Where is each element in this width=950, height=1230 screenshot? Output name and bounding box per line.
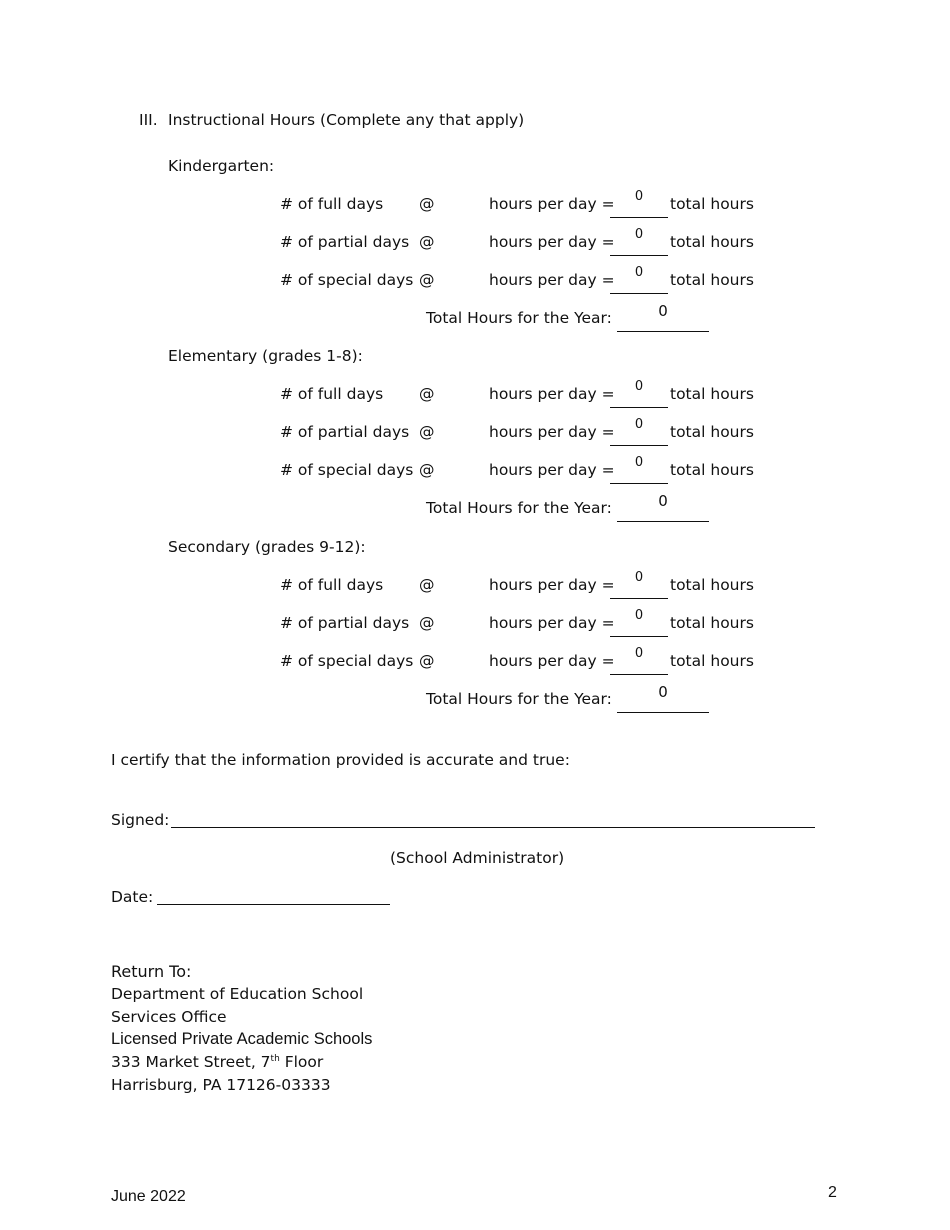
kindergarten-special-days-row <box>0 265 950 295</box>
total-hours-value: 0 <box>634 455 644 470</box>
total-hours-field[interactable] <box>610 646 668 675</box>
elementary-heading: Elementary (grades 1-8): <box>168 347 363 365</box>
elementary-partial-days-row <box>0 417 950 447</box>
at-sign: @ <box>419 614 435 632</box>
return-address-line-5: Harrisburg, PA 17126-03333 <box>111 1076 331 1094</box>
at-sign: @ <box>419 576 435 594</box>
return-address-line-1: Department of Education School <box>111 985 364 1003</box>
total-year-field[interactable] <box>617 302 709 332</box>
total-year-value: 0 <box>658 683 668 701</box>
total-hours-value: 0 <box>634 646 644 661</box>
row-label: # of partial days <box>280 614 410 632</box>
total-hours-value: 0 <box>634 417 644 432</box>
row-label: # of special days <box>280 461 414 479</box>
hours-per-day-label: hours per day = <box>489 195 615 213</box>
total-hours-value: 0 <box>634 608 644 623</box>
date-field[interactable] <box>157 904 390 905</box>
total-hours-value: 0 <box>634 379 644 394</box>
section-title: Instructional Hours (Complete any that apply) <box>168 111 525 129</box>
kindergarten-full-days-row <box>0 189 950 219</box>
total-hours-label: total hours <box>670 423 754 441</box>
total-hours-value: 0 <box>634 570 644 585</box>
total-year-value: 0 <box>658 302 668 320</box>
row-label: # of full days <box>280 195 384 213</box>
at-sign: @ <box>419 423 435 441</box>
total-hours-label: total hours <box>670 576 754 594</box>
total-year-field[interactable] <box>617 683 709 713</box>
hours-per-day-label: hours per day = <box>489 423 615 441</box>
total-year-label: Total Hours for the Year: <box>426 690 612 708</box>
total-hours-field[interactable] <box>610 417 668 446</box>
date-label: Date: <box>111 888 154 906</box>
kindergarten-partial-days-row <box>0 227 950 257</box>
total-year-label: Total Hours for the Year: <box>426 309 612 327</box>
total-hours-field[interactable] <box>610 608 668 637</box>
total-hours-field[interactable] <box>610 265 668 294</box>
total-hours-value: 0 <box>634 227 644 242</box>
page-number: 2 <box>828 1184 837 1201</box>
hours-per-day-label: hours per day = <box>489 385 615 403</box>
total-hours-label: total hours <box>670 385 754 403</box>
return-to-title: Return To: <box>111 962 192 981</box>
total-hours-label: total hours <box>670 271 754 289</box>
street-address: 333 Market Street, 7 <box>111 1053 271 1071</box>
elementary-special-days-row <box>0 455 950 485</box>
kindergarten-total-row <box>0 302 950 333</box>
hours-per-day-label: hours per day = <box>489 576 615 594</box>
at-sign: @ <box>419 652 435 670</box>
total-hours-field[interactable] <box>610 455 668 484</box>
signed-label: Signed: <box>111 811 170 829</box>
total-hours-label: total hours <box>670 614 754 632</box>
secondary-full-days-row <box>0 570 950 600</box>
return-address-line-2: Services Office <box>111 1008 227 1026</box>
section-number: III. <box>139 111 158 129</box>
total-hours-value: 0 <box>634 189 644 204</box>
total-hours-label: total hours <box>670 461 754 479</box>
signature-field[interactable] <box>171 827 815 828</box>
return-address-line-3: Licensed Private Academic Schools <box>111 1030 373 1048</box>
at-sign: @ <box>419 195 435 213</box>
secondary-heading: Secondary (grades 9-12): <box>168 538 366 556</box>
row-label: # of special days <box>280 271 414 289</box>
hours-per-day-label: hours per day = <box>489 271 615 289</box>
elementary-total-row <box>0 492 950 523</box>
row-label: # of partial days <box>280 423 410 441</box>
hours-per-day-label: hours per day = <box>489 233 615 251</box>
total-hours-label: total hours <box>670 195 754 213</box>
hours-per-day-label: hours per day = <box>489 652 615 670</box>
total-hours-field[interactable] <box>610 379 668 408</box>
total-hours-field[interactable] <box>610 189 668 218</box>
hours-per-day-label: hours per day = <box>489 614 615 632</box>
total-year-label: Total Hours for the Year: <box>426 499 612 517</box>
at-sign: @ <box>419 461 435 479</box>
total-hours-field[interactable] <box>610 570 668 599</box>
footer-date: June 2022 <box>111 1188 186 1205</box>
secondary-special-days-row <box>0 646 950 676</box>
total-hours-field[interactable] <box>610 227 668 256</box>
secondary-total-row <box>0 683 950 714</box>
row-label: # of full days <box>280 576 384 594</box>
hours-per-day-label: hours per day = <box>489 461 615 479</box>
certification-statement: I certify that the information provided is accurate and true: <box>111 751 570 769</box>
at-sign: @ <box>419 385 435 403</box>
total-hours-value: 0 <box>634 265 644 280</box>
at-sign: @ <box>419 233 435 251</box>
at-sign: @ <box>419 271 435 289</box>
row-label: # of partial days <box>280 233 410 251</box>
return-address-line-4 <box>111 1053 323 1071</box>
signer-role: (School Administrator) <box>390 849 565 867</box>
total-hours-label: total hours <box>670 652 754 670</box>
ordinal-suffix: th <box>270 1053 280 1064</box>
secondary-partial-days-row <box>0 608 950 638</box>
row-label: # of full days <box>280 385 384 403</box>
kindergarten-heading: Kindergarten: <box>168 157 275 175</box>
total-year-field[interactable] <box>617 492 709 522</box>
elementary-full-days-row <box>0 379 950 409</box>
total-year-value: 0 <box>658 492 668 510</box>
row-label: # of special days <box>280 652 414 670</box>
total-hours-label: total hours <box>670 233 754 251</box>
floor-label: Floor <box>279 1053 324 1071</box>
